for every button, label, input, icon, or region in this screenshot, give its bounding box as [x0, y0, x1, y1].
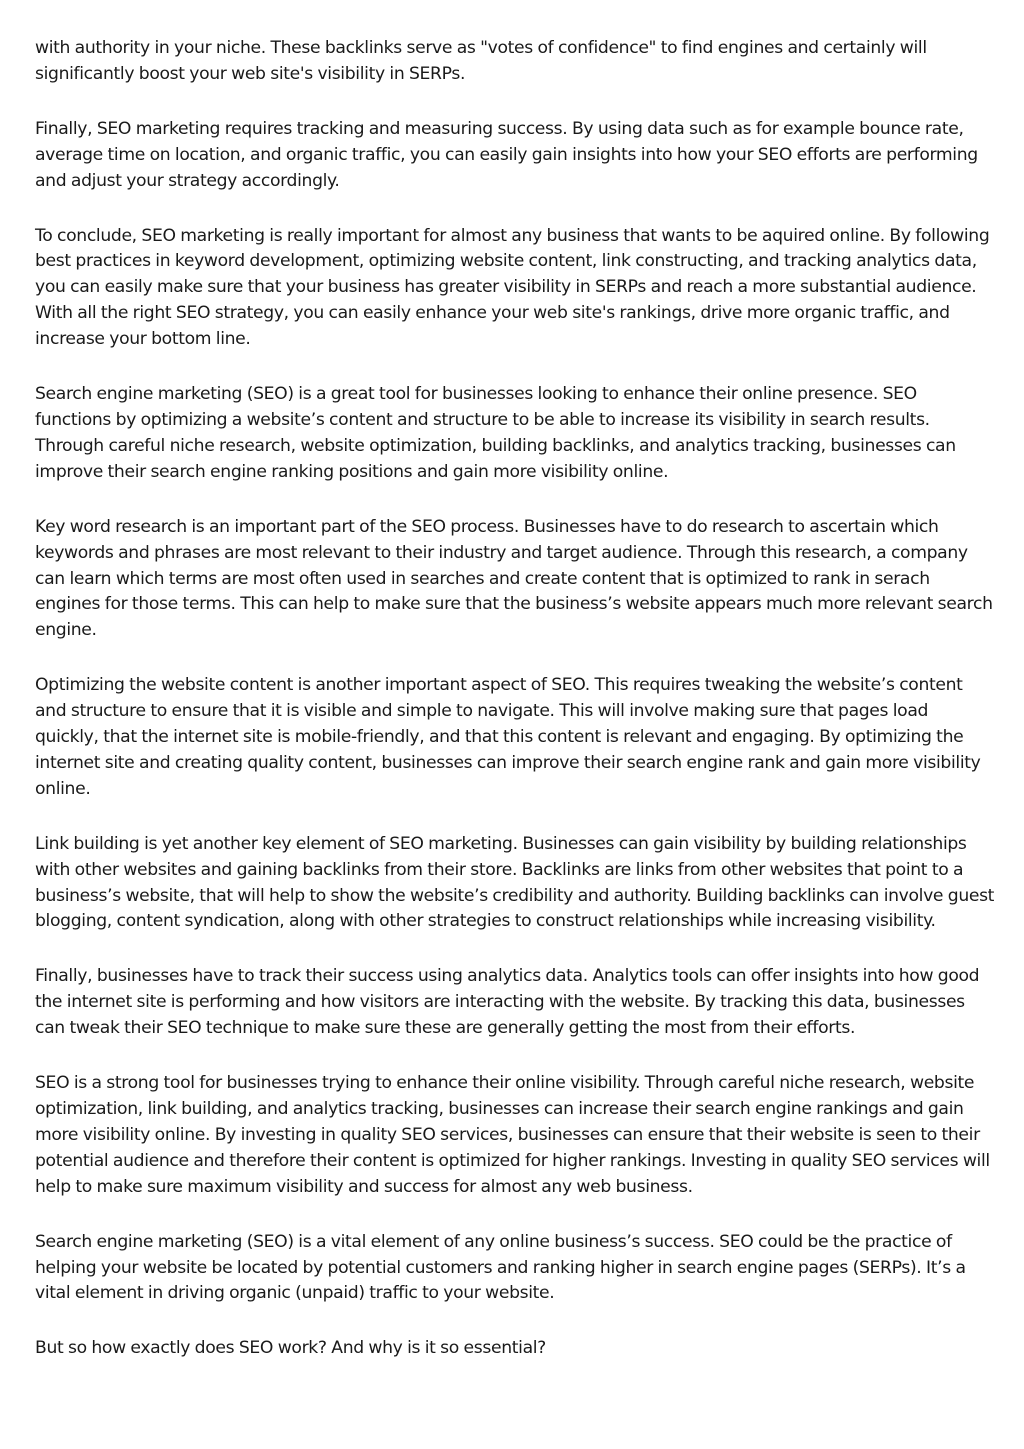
- document-body: [35, 36, 995, 1362]
- paragraph-analytics-tracking: Finally, businesses have to track their success using analytics data. Analytics tools can offer insights into how good the internet site is performing and how visitors are interacting with the website. By tracking this data, businesses can tweak their SEO technique to make sure these are generally getting the most from their efforts.: [35, 966, 980, 1039]
- paragraph-seo-summary: SEO is a strong tool for businesses trying to enhance their online visibility. Through careful niche research, website optimization, link building, and analytics tracking, businesses can increase their search engine rankings and gain more visibility online. By investing in quality SEO services, businesses can ensure that their website is seen to their potential audience and therefore their content is optimized for higher rankings. Investing in quality SEO services will help to make sure maximum visibility and success for almost any web business.: [35, 1073, 990, 1197]
- paragraph-backlinks-intro: with authority in your niche. These backlinks serve as "votes of confidence" to find engines and certainly will significantly boost your web site's visibility in SERPs.: [35, 38, 927, 84]
- paragraph-seo-vital-element: Search engine marketing (SEO) is a vital element of any online business’s success. SEO could be the practice of helping your website be located by potential customers and ranking higher in search engine pages (SERPs). It’s a vital element in driving organic (unpaid) traffic to your website.: [35, 1231, 966, 1304]
- paragraph-seo-overview: Search engine marketing (SEO) is a great tool for businesses looking to enhance their online presence. SEO functions by optimizing a website’s content and structure to be able to increase its visibility in search results. Through careful niche research, website optimization, building backlinks, and analytics tracking, businesses can improve their search engine ranking positions and gain more visibility online.: [35, 384, 956, 482]
- paragraph-link-building: Link building is yet another key element of SEO marketing. Businesses can gain visibility by building relationships with other websites and gaining backlinks from their store. Backlinks are links from other websites that point to a business’s website, that will help to show the website’s credibility and authority. Building backlinks can involve guest blogging, content syndication, along with other strategies to construct relationships while increasing visibility.: [35, 833, 995, 932]
- paragraph-keyword-research: Key word research is an important part of the SEO process. Businesses have to do research to ascertain which keywords and phrases are most relevant to their industry and target audience. Through this research, a company can learn which terms are most often used in searches and create content that is optimized to rank in serach engines for those terms. This can help to make sure that the business’s website appears much more relevant search engine.: [35, 516, 993, 641]
- paragraph-seo-question: But so how exactly does SEO work? And why is it so essential?: [35, 1338, 546, 1359]
- paragraph-conclusion: To conclude, SEO marketing is really important for almost any business that wants to be aquired online. By following best practices in keyword development, optimizing website content, link constructing, and tracking analytics data, you can easily make sure that your business has greater visibility in SERPs and reach a more substantial audience. With all the right SEO strategy, you can easily enhance your web site's rankings, drive more organic traffic, and increase your bottom line.: [35, 225, 990, 350]
- paragraph-content-optimization: Optimizing the website content is another important aspect of SEO. This requires tweaking the website’s content and structure to ensure that it is visible and simple to navigate. This will involve making sure that pages load quickly, that the internet site is mobile-friendly, and that this content is relevant and engaging. By optimizing the internet site and creating quality content, businesses can improve their search engine rank and gain more visibility online.: [35, 675, 981, 799]
- paragraph-tracking-success: Finally, SEO marketing requires tracking and measuring success. By using data such as for example bounce rate, average time on location, and organic traffic, you can easily gain insights into how your SEO efforts are performing and adjust your strategy accordingly.: [35, 118, 978, 191]
